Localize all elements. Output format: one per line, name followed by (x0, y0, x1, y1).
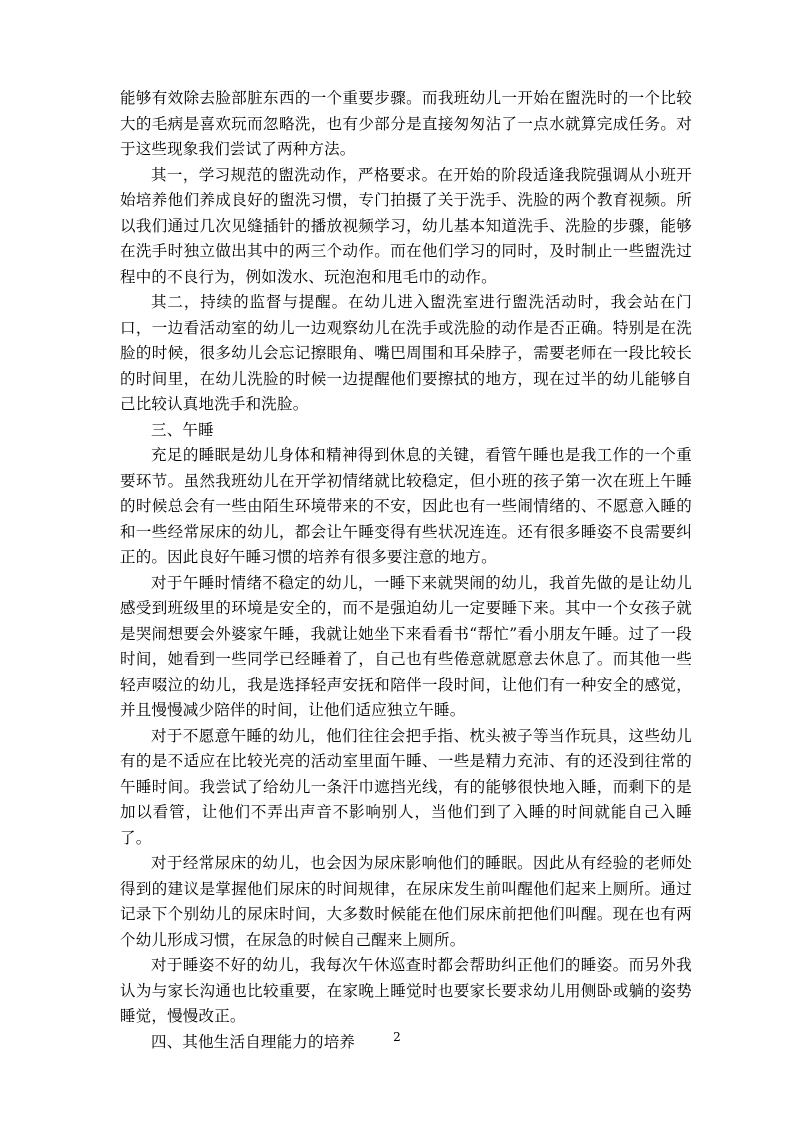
paragraph-8: 对于睡姿不好的幼儿，我每次午休巡查时都会帮助纠正他们的睡姿。而另外我认为与家长沟通也比较重要，在家晚上睡觉时也要家长要求幼儿用侧卧或躺的姿势睡觉，慢慢改正。 (120, 956, 692, 1025)
paragraph-3: 其二，持续的监督与提醒。在幼儿进入盥洗室进行盥洗活动时，我会站在门口，一边看活动室的幼儿一边观察幼儿在洗手或洗脸的动作是否正确。特别是在洗脸的时候，很多幼儿会忘记擦眼角、嘴巴周围和耳朵脖子，需要老师在一段比较长的时间里，在幼儿洗脸的时候一边提醒他们要擦拭的地方，现在过半的幼儿能够自己比较认真地洗手和洗脸。 (120, 293, 692, 413)
paragraph-5: 对于午睡时情绪不稳定的幼儿，一睡下来就哭闹的幼儿，我首先做的是让幼儿感受到班级里的环境是安全的，而不是强迫幼儿一定要睡下来。其中一个女孩子就是哭闹想要会外婆家午睡，我就让她坐下来看看书“帮忙”看小朋友午睡。过了一段时间，她看到一些同学已经睡着了，自己也有些倦意就愿意去休息了。而其他一些轻声啜泣的幼儿，我是选择轻声安抚和陪伴一段时间，让他们有一种安全的感觉，并且慢慢减少陪伴的时间，让他们适应独立午睡。 (120, 573, 692, 719)
page-number: 2 (393, 1030, 401, 1044)
section-heading-other-skills: 四、其他生活自理能力的培养 (151, 1032, 356, 1051)
section-heading-nap: 三、午睡 (151, 420, 214, 439)
paragraph-7: 对于经常尿床的幼儿，也会因为尿床影响他们的睡眠。因此从有经验的老师处得到的建议是掌握他们尿床的时间规律，在尿床发生前叫醒他们起来上厕所。通过记录下个别幼儿的尿床时间，大多数时候能在他们尿床前把他们叫醒。现在也有两个幼儿形成习惯，在尿急的时候自己醒来上厕所。 (120, 854, 692, 949)
paragraph-6: 对于不愿意午睡的幼儿，他们往往会把手指、枕头被子等当作玩具，这些幼儿有的是不适应在比较光亮的活动室里面午睡、一些是精力充沛、有的还没到往常的午睡时间。我尝试了给幼儿一条汗巾遮挡光线，有的能够很快地入睡，而剩下的是加以看管，让他们不弄出声音不影响别人，当他们到了入睡的时间就能自己入睡了。 (120, 726, 692, 847)
paragraph-1: 能够有效除去脸部脏东西的一个重要步骤。而我班幼儿一开始在盥洗时的一个比较大的毛病是喜欢玩而忽略洗，也有少部分是直接匆匆沾了一点水就算完成任务。对于这些现象我们尝试了两种方法。 (120, 89, 692, 158)
paragraph-2: 其一，学习规范的盥洗动作，严格要求。在开始的阶段适逢我院强调从小班开始培养他们养成良好的盥洗习惯，专门拍摄了关于洗手、洗脸的两个教育视频。所以我们通过几次见缝插针的播放视频学习，幼儿基本知道洗手、洗脸的步骤，能够在洗手时独立做出其中的两三个动作。而在他们学习的同时，及时制止一些盥洗过程中的不良行为，例如泼水、玩泡泡和甩毛巾的动作。 (120, 165, 692, 286)
paragraph-4: 充足的睡眠是幼儿身体和精神得到休息的关键，看管午睡也是我工作的一个重要环节。虽然我班幼儿在开学初情绪就比较稳定，但小班的孩子第一次在班上午睡的时候总会有一些由陌生环境带来的不安，因此也有一些闹情绪的、不愿意入睡的和一些经常尿床的幼儿，都会让午睡变得有些状况连连。还有很多睡姿不良需要纠正的。因此良好午睡习惯的培养有很多要注意的地方。 (120, 446, 692, 566)
document-body (120, 86, 692, 1055)
